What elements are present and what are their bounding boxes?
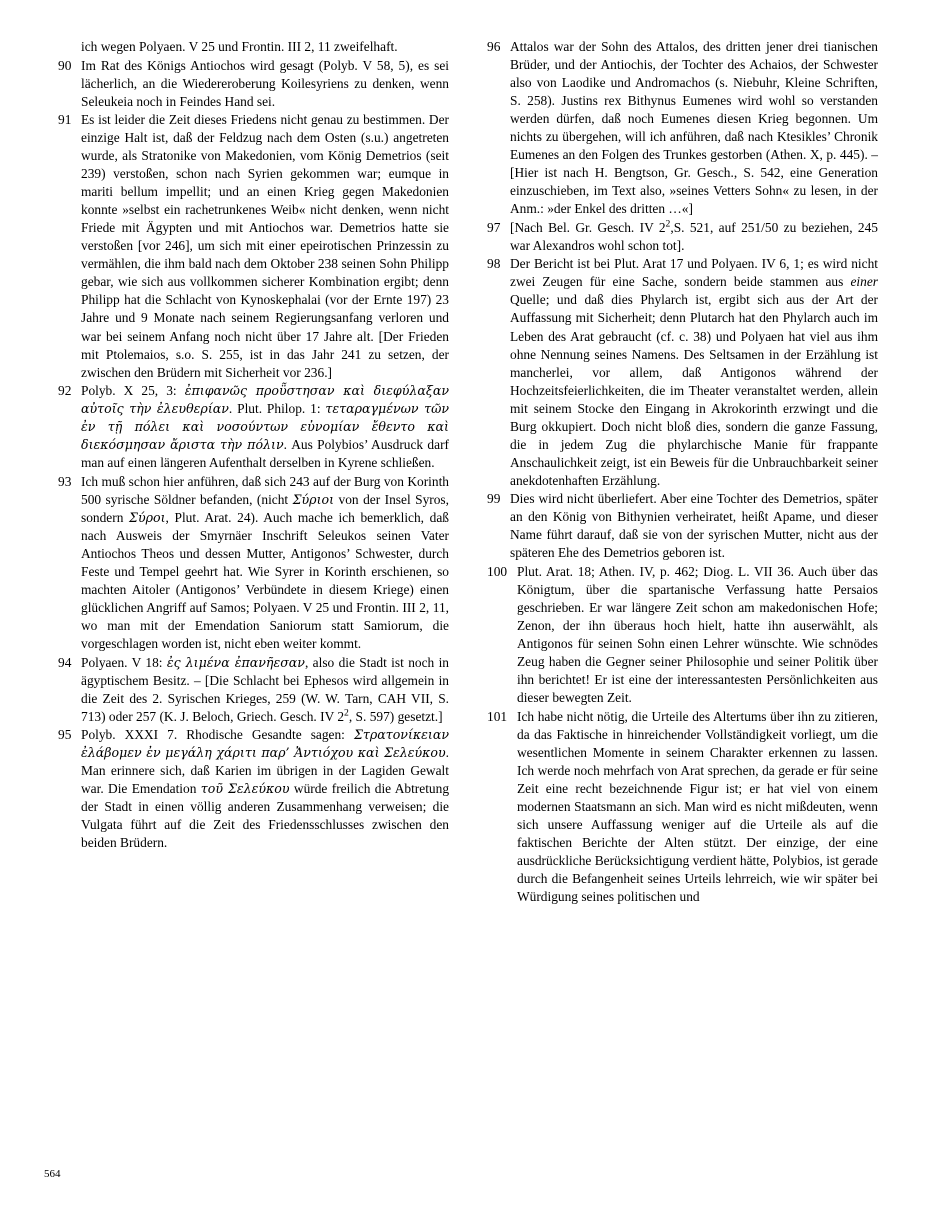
footnote-98 (487, 255, 878, 489)
footnote-97 (487, 219, 878, 255)
footnote-text: ich wegen Polyaen. V 25 und Frontin. III 2, 11 zweifelhaft. (81, 39, 398, 54)
page-number: 564 (44, 1168, 61, 1180)
footnote-number: 91 (58, 112, 72, 128)
footnote-text: Polyaen. V 18: ἐς λιμένα ἐπανῆεσαν, also die Stadt ist noch in ägyptischem Besitz. – [Die Schlacht bei Ephesos wird allgemein in die Zeit des 2. Syrischen Krieges, 259 (W. W. Tarn, CAH VII, S. 713) oder 257 (K. J. Beloch, Griech. Gesch. IV $2^2$, S. 597) gesetzt.] (81, 654, 449, 724)
footnote-number: 94 (58, 654, 72, 670)
footnote-text: Plut. Arat. 18; Athen. IV, p. 462; Diog. L. VII 36. Auch über das Königtum, über die spartanische Verfassung hatte Persaios geschrieben. Er war längere Zeit schon am makedonischen Hofe; Zenon, der ihn überaus hoch hielt, hatte ihn auserwählt, als Antigonos für seinen Sohn einen Lehrer wünschte. Wie schnödes Zeug haben die Gegner seiner Philosophie und seiner Politik über ihn berichtet! Er ist eine der interessantesten Persönlichkeiten aus dieser bewegten Zeit. (517, 563, 878, 706)
footnote-number: 99 (487, 491, 501, 507)
footnote-text: [Nach Bel. Gr. Gesch. IV $2^2,S$. 521, auf 251/50 zu beziehen, 245 war Alexandros wohl schon tot]. (510, 218, 878, 253)
footnote-text: Polyb. XXXI 7. Rhodische Gesandte sagen: Στρατονίκειαν ἐλάβομεν ἐν μεγάλη χάριτι παρ’ Ἀντιόχου καὶ Σελεύκου. Man erinnere sich, daß Karien im übrigen in der Lagiden Gewalt war. Die Emendation τοῦ Σελεύκου würde freilich die Abtretung der Stadt in einen völlig anderen Zusammenhang verweisen; die Vulgata führt auf die Zeit des Friedensschlusses zwischen den beiden Brüdern. (81, 727, 450, 851)
footnote-number: 90 (58, 57, 72, 73)
right-column (487, 38, 878, 1138)
footnote-number: 92 (58, 383, 72, 399)
footnote-text: Der Bericht ist bei Plut. Arat 17 und Polyaen. IV 6, 1; es wird nicht zwei Zeugen für eine Sache, sondern beide stammen aus einer Quelle; und daß dies Phylarch ist, ergibt sich aus der Art der Auffassung mit Sicherheit; denn Plutarch hat den Phylarch auch im Leben des Arat gebraucht (cf. c. 38) und Polyaen hat viel aus ihm ohne Nennung seines Namens. Des Seltsamen in der Erzählung ist mancherlei, vor allem, daß Antigonos während der Hochzeitsfeierlichkeiten, die im Theater veranstaltet werden, allein mit seinem Stocke den Eingang in Akrokorinth erzwingt und die Burg okkupiert. Doch nicht bloß dies, sondern die ganze Fassung, die in jedem Zug die phylarchische Manie für frappante Anschaulichkeit zeigt, ist ein Beweis für die Unbrauchbarkeit seiner anekdotenhaften Erzählung. (510, 256, 878, 488)
footnote-93 (58, 473, 449, 653)
footnote-number: 96 (487, 39, 501, 54)
footnote-99 (487, 490, 878, 562)
footnote-92 (58, 382, 449, 472)
footnote-100 (487, 563, 878, 707)
footnote-number (58, 38, 81, 56)
footnote-number: 97 (487, 219, 501, 235)
footnote-text: Ich muß schon hier anführen, daß sich 243 auf der Burg von Korinth 500 syrische Söldner befanden, (nicht Σύριοι von der Insel Syros, sondern Σύροι, Plut. Arat. 24). Auch mache ich bemerklich, daß nach Ausweis der Smyrnäer Inschrift Seleukos seinen Vater Antiochos Theos und dessen Mutter, Antigonos’ Schwester, durch Feste und Tempel geehrt hat. Wie Syrer in Korinth erschienen, so machten Aitoler (Antigonos’ Verbündete in diesem Kriege) einen glücklichen Angriff auf Samos; Polyaen. V 25 und Frontin. III 2, 11, wo man mit der Emendation Saniorum statt Samiorum, die vorgeschlagen worden ist, nicht eben weiter kommt. (81, 473, 450, 652)
footnote-91 (58, 111, 449, 381)
footnote-number: 93 (58, 473, 72, 489)
footnote-text: Attalos war der Sohn des Attalos, des dritten jener drei tianischen Brüder, und der Antiochis, der Tochter des Achaios, der Schwester also von Laodike und Andromachos (s. Niebuhr, Kleine Schriften, S. 258). Justins rex Bithynus Eumenes wird wohl so verstanden werden dürfen, daß noch Eumenes diesen Krieg begonnen. Um nichts zu übergehen, will ich anführen, daß nach Ktesikles’ Chronik Eumenes an den Folgen des Trunkes gestorben (Athen. X, p. 445). – [Hier ist nach H. Bengtson, Gr. Gesch., S. 542, eine Generation einzuschieben, im Text also, »seines Vetters Sohn« zu lesen, in der Anm.: »der Enkel des dritten …«] (510, 39, 878, 217)
footnote-text: Es ist leider die Zeit dieses Friedens nicht genau zu bestimmen. Der einzige Halt ist, daß der Feldzug nach dem Osten (s.u.) angetreten wurde, als Stratonike von Makedonien, vom König Demetrios (seit 239) verstoßen, schon nach Syrien gekommen war; eumque in mariti bellum impellit; und an einen Krieg gegen Makedonien konnte »selbst ein rachetrunkenes Weib« nicht denken, wenn nicht Friede mit Ägypten und mit Antiochos war. Demetrios hatte sie verstoßen [vor 246], um sich mit einer epeirotischen Prinzessin zu vermählen, die ihm bald nach dem Oktober 238 seinen Sohn Philipp gebar, wie sich aus vollkommen sicherer Kombination ergibt; denn Philipp hat die Schlacht von Kynoskephalai (vor der Ernte 197) 23 Jahre und 9 Monate nach seinem Regierungsanfang verloren und war bei seinem Anfang noch nicht über 17 Jahre alt. [Der Frieden mit Ptolemaios, s.o. S. 255, ist in das Jahr 241 zu setzen, der zwischen den Brüdern mit Sicherheit vor 236.] (81, 112, 449, 380)
footnote-94 (58, 654, 449, 726)
footnote-number: 95 (58, 727, 72, 743)
footnote-90 (58, 57, 449, 111)
footnote-text: Polyb. X 25, 3: ἐπιφανῶς προῧστησαν καὶ διεφύλαξαν αὐτοῖς τὴν ἐλευθερίαν. Plut. Philop. 1: τεταραγμένων τῶν ἐν τῇ πόλει καὶ νοσούντων εὐνομίαν ἔθεντο καὶ διεκόσμησαν ἄριστα τὴν πόλιν. Aus Polybios’ Ausdruck darf man auf einen längeren Aufenthalt derselben in Kyrene schließen. (81, 383, 449, 471)
footnote-continuation (58, 38, 449, 56)
footnote-number: 101 (487, 708, 508, 724)
footnote-text: Im Rat des Königs Antiochos wird gesagt (Polyb. V 58, 5), es sei lächerlich, an die Wiedereroberung Koilesyriens zu denken, wenn Seleukeia noch in Feindes Hand sei. (81, 57, 449, 109)
footnote-number: 100 (487, 563, 508, 579)
footnote-95 (58, 726, 449, 852)
two-column-body (58, 38, 878, 1138)
footnote-number: 98 (487, 256, 501, 272)
footnote-text: Dies wird nicht überliefert. Aber eine Tochter des Demetrios, später an den König von Bithynien verheiratet, heißt Apame, und dieser Name führt darauf, daß sie von der syrischen Mutter, nicht aus der späteren Ehe des Demetrios geboren ist. (510, 491, 878, 561)
footnote-text: Ich habe nicht nötig, die Urteile des Altertums über ihn zu zitieren, da das Faktische in hinreichender Vollständigkeit vorliegt, um die wesentlichen Momente in seinem Charakter erkennen zu lassen. Ich werde noch mehrfach von Arat sprechen, da gerade er für seine Zeit eine recht bezeichnende Figur ist; er hat viel von einem modernen Staatsmann an sich. Man wird es nicht mißdeuten, wenn sich unsere Auffassung weniger auf die Urteile als auf die faktischen Berichte der Alten stützt. Der einzige, der eine ausdrückliche Berücksichtigung verdient hätte, Polybios, ist gerade durch die Befangenheit seines Urteils lehrreich, wie wir später bei Würdigung seines politischen und (517, 708, 878, 904)
left-column (58, 38, 449, 1138)
footnote-96 (487, 38, 878, 218)
footnote-101 (487, 708, 878, 906)
